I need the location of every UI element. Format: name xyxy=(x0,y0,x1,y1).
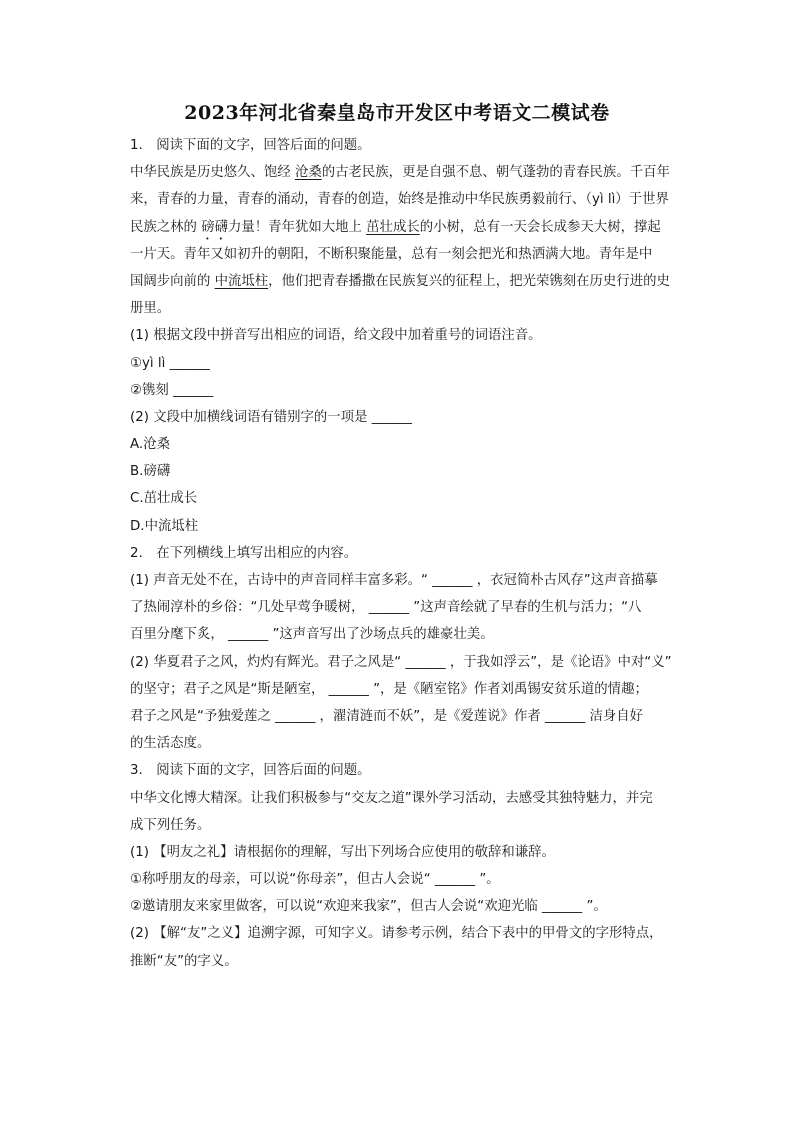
q2-s2-line-4: 的生活态度。 xyxy=(130,736,211,752)
emphasized-word-pangbo: 磅礴 xyxy=(201,219,228,235)
underlined-word-cangsang: 沧桑 xyxy=(294,165,322,181)
answer-blank[interactable]: ______ xyxy=(275,708,316,724)
answer-blank[interactable]: ______ xyxy=(434,872,476,888)
q2-stem-line xyxy=(130,540,702,567)
text-segment: ，于我如浮云”，是《论语》中对“义” xyxy=(449,654,672,670)
answer-blank[interactable]: ______ xyxy=(169,355,210,371)
text-segment: 力量！青年犹如大地上 xyxy=(228,219,367,235)
q1-sub1: (1) 根据文段中拼音写出相应的词语，给文段中加着重号的词语注音。 xyxy=(130,328,542,344)
q2-s2-line-3 xyxy=(130,703,702,730)
text-segment: ①称呼朋友的母亲，可以说“你母亲”，但古人会说“ xyxy=(130,872,431,888)
text-segment: 国阔步向前的 xyxy=(130,273,215,289)
exam-body xyxy=(130,132,702,975)
q1-sub1-b xyxy=(130,377,702,404)
q1-stem-line xyxy=(130,132,702,159)
text-segment: ①yì lì xyxy=(130,355,166,371)
text-segment: 洁身自好 xyxy=(589,708,643,724)
answer-blank[interactable]: ______ xyxy=(432,573,473,588)
text-segment: 君子之风是“予独爱莲之 xyxy=(130,708,271,724)
answer-blank[interactable]: ______ xyxy=(328,681,369,697)
answer-blank[interactable]: ______ xyxy=(542,899,583,915)
q3-sub2-line-1: (2) 【解“友”之义】追溯字源，可知字义。请参考示例，结合下表中的甲骨文的字形特点， xyxy=(130,926,663,942)
answer-blank[interactable]: ______ xyxy=(228,627,269,643)
q1-stem: 阅读下面的文字，回答后面的问题。 xyxy=(156,138,371,153)
option-c[interactable]: C.茁壮成长 xyxy=(130,491,198,507)
q3-sub1: (1) 【明友之礼】请根据你的理解，写出下列场合应使用的敬辞和谦辞。 xyxy=(130,844,555,860)
q2-stem: 在下列横线上填写出相应的内容。 xyxy=(156,545,358,561)
q1-passage-line-5 xyxy=(130,268,702,295)
text-segment: ”这声音写出了沙场点兵的雄豪壮美。 xyxy=(272,627,494,643)
q2-s2-line-2 xyxy=(130,676,702,703)
q1-number: 1. xyxy=(130,138,143,153)
option-d[interactable]: D.中流坻柱 xyxy=(130,518,199,534)
text-segment: ”。 xyxy=(479,872,500,888)
text-segment: ②镌刻 xyxy=(130,382,169,398)
q2-s2-line-1 xyxy=(130,649,702,676)
q1-passage-line-6: 册里。 xyxy=(130,301,171,317)
answer-blank[interactable]: ______ xyxy=(173,382,214,398)
text-segment: ”，是《陋室铭》作者刘禹锡安贫乐道的情趣； xyxy=(373,681,648,697)
q3-stem-line xyxy=(130,757,702,784)
answer-blank[interactable]: ______ xyxy=(545,708,586,724)
answer-blank[interactable]: ______ xyxy=(371,409,412,425)
q3-sub1-b xyxy=(130,893,702,920)
text-segment: (1) 声音无处不在，古诗中的声音同样丰富多彩。“ xyxy=(130,573,428,588)
q1-passage-line-3 xyxy=(130,214,702,241)
text-segment: ，濯清涟而不妖”，是《爱莲说》作者 xyxy=(319,708,541,724)
page-title: 2023年河北省秦皇岛市开发区中考语文二模试卷 xyxy=(184,102,610,124)
text-segment: 了热闹淳朴的乡俗：“几处早莺争暖树， xyxy=(130,600,365,616)
q1-passage-line-2: 来，青春的力量，青春的涌动，青春的创造，始终是推动中华民族勇毅前行、（yì lì）于世界 xyxy=(130,192,669,208)
q2-number: 2. xyxy=(130,545,143,561)
text-segment: ”。 xyxy=(586,899,607,915)
q3-sub1-a xyxy=(130,866,702,893)
q1-passage-line-1 xyxy=(130,159,702,186)
text-segment: ”这声音绘就了早春的生机与活力；“八 xyxy=(413,600,642,616)
text-segment: 民族之林的 xyxy=(130,219,202,235)
q1-sub2 xyxy=(130,404,702,431)
text-segment: (2) 华夏君子之风，灼灼有辉光。君子之风是“ xyxy=(130,654,402,670)
underlined-word-zhuozhuang: 茁壮成长 xyxy=(366,219,420,235)
q3-sub2-line-2: 推断“友”的字义。 xyxy=(130,953,238,969)
text-segment: ，衣冠简朴古风存”这声音描摹 xyxy=(476,573,658,588)
q3-number: 3. xyxy=(130,763,143,779)
q1-passage-line-4: 一片天。青年又如初升的朝阳，不断积聚能量，总有一刻会把光和热洒满大地。青年是中 xyxy=(130,246,653,262)
text-segment: (2) 文段中加横线词语有错别字的一项是 xyxy=(130,409,368,425)
q3-stem: 阅读下面的文字，回答后面的问题。 xyxy=(156,763,371,779)
text-segment: 百里分麾下炙， xyxy=(130,627,224,643)
text-segment: ②邀请朋友来家里做客，可以说“欢迎来我家”，但古人会说“欢迎光临 xyxy=(130,899,538,915)
q3-passage-line-2: 成下列任务。 xyxy=(130,817,211,833)
answer-blank[interactable]: ______ xyxy=(405,654,446,670)
q2-s1-line-1 xyxy=(130,567,702,594)
text-segment: 的古老民族，更是自强不息、朝气蓬勃的青春民族。千百年 xyxy=(321,165,670,181)
q2-s1-line-2 xyxy=(130,594,702,621)
text-segment: 的坚守；君子之风是“斯是陋室， xyxy=(130,681,325,697)
text-segment: 中华民族是历史悠久、饱经 xyxy=(130,165,295,181)
answer-blank[interactable]: ______ xyxy=(368,600,410,616)
text-segment: ，他们把青春播撒在民族复兴的征程上，把光荣镌刻在历史行进的史 xyxy=(268,273,670,289)
q2-s1-line-3 xyxy=(130,621,702,648)
text-segment: 的小树，总有一天会长成参天大树，撑起 xyxy=(419,219,661,235)
underlined-word-zhongliu: 中流坻柱 xyxy=(214,273,269,289)
option-a[interactable]: A.沧桑 xyxy=(130,437,170,453)
q3-passage-line-1: 中华文化博大精深。让我们积极参与“交友之道”课外学习活动，去感受其独特魅力，并完 xyxy=(130,790,653,806)
q1-sub1-a xyxy=(130,350,702,377)
option-b[interactable]: B.磅礴 xyxy=(130,464,171,480)
